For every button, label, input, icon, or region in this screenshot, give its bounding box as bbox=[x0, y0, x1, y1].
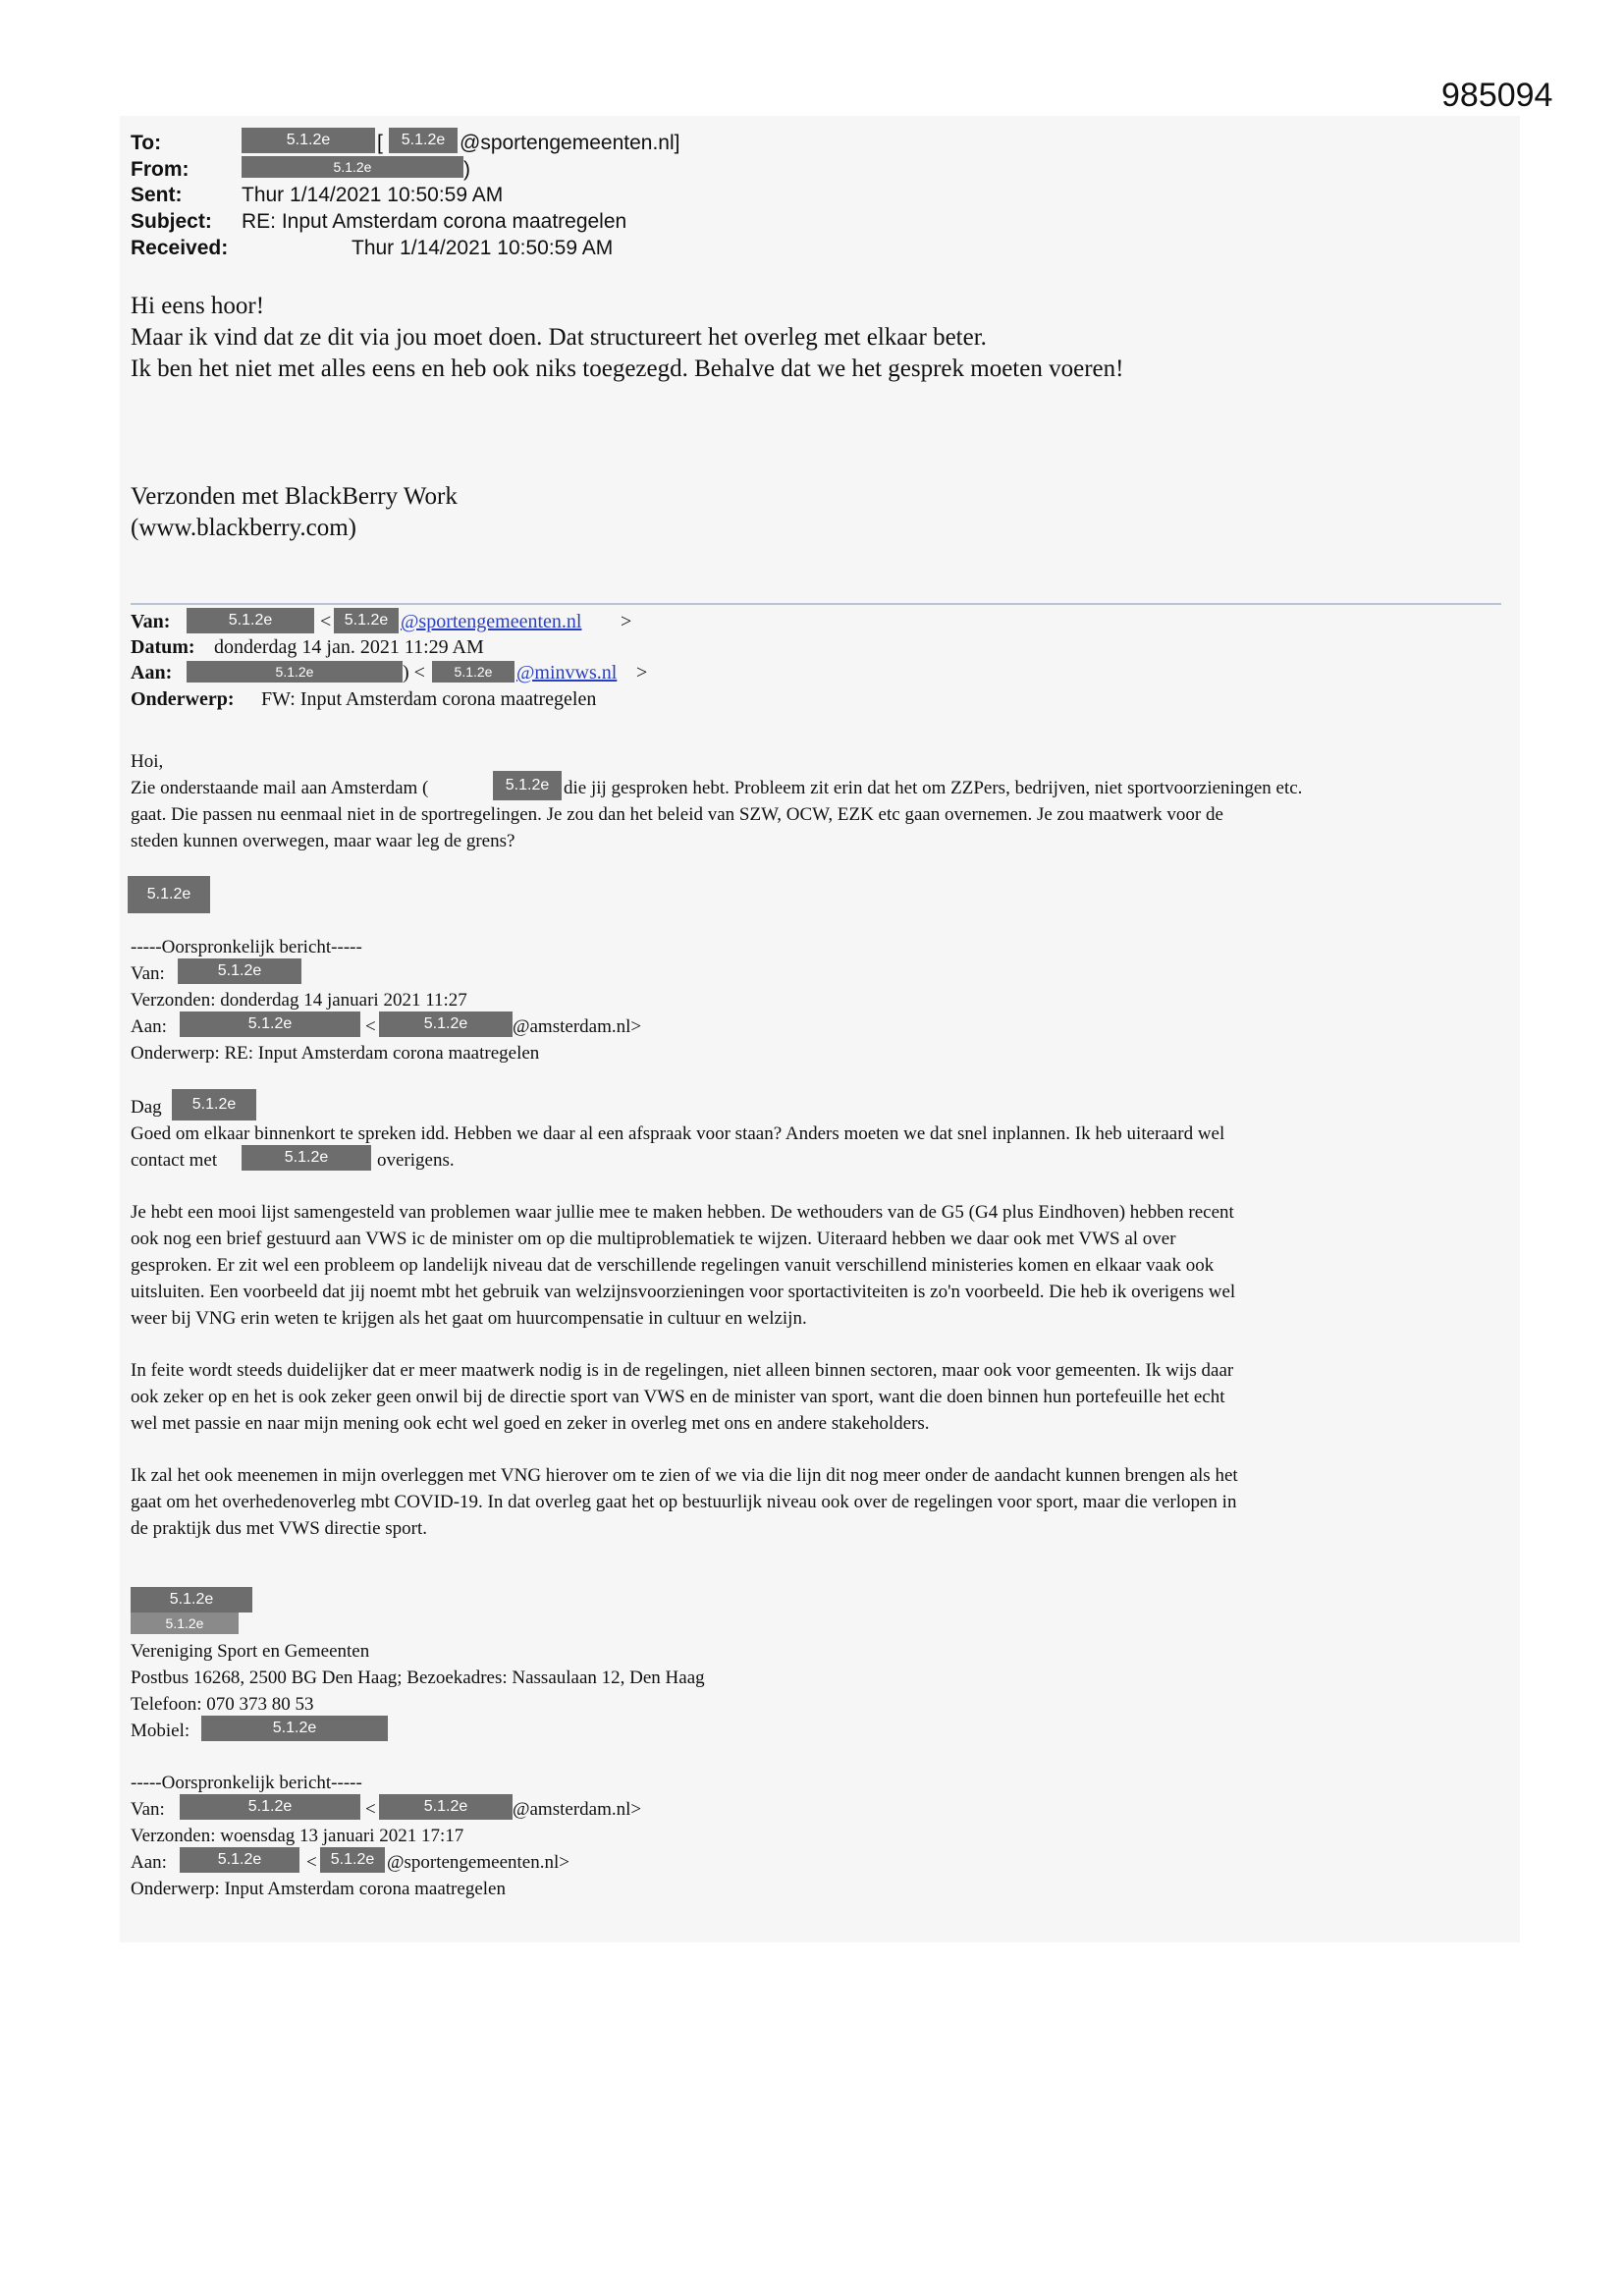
message3-p3-line: In feite wordt steeds duidelijker dat er meer maatwerk nodig is in de regelingen, niet alleen binnen sectoren, maar ook voor gemeenten. Ik wijs daar bbox=[131, 1360, 1234, 1381]
onderwerp-line: Onderwerp: RE: Input Amsterdam corona maatregelen bbox=[131, 1043, 540, 1064]
redaction-box: 5.1.2e bbox=[334, 608, 399, 633]
aan-sep: ) < bbox=[403, 662, 425, 683]
message3-p1-a: Goed om elkaar binnenkort te spreken idd. Hebben we daar al een afspraak voor staan? Anders moeten we dat snel inplannen. Ik heb uiteraard wel bbox=[131, 1123, 1225, 1144]
aan-email-link[interactable]: @minvws.nl bbox=[516, 662, 618, 683]
message3-p4-line: gaat om het overhedenoverleg mbt COVID-19. In dat overleg gaat het op bestuurlijk niveau ook over de regelingen voor sport, maar die verlopen in bbox=[131, 1492, 1237, 1512]
redaction-box: 5.1.2e bbox=[180, 1847, 299, 1873]
aan-gt: > bbox=[636, 662, 648, 683]
van-gt: > bbox=[621, 611, 632, 632]
message3-p2-line: Je hebt een mooi lijst samengesteld van problemen waar jullie mee te maken hebben. De wethouders van de G5 (G4 plus Eindhoven) hebben recent bbox=[131, 1202, 1234, 1223]
received-value: Thur 1/14/2021 10:50:59 AM bbox=[352, 237, 614, 259]
message1-line1: Hi eens hoor! bbox=[131, 293, 265, 319]
verzonden-line: Verzonden: donderdag 14 januari 2021 11:27 bbox=[131, 990, 467, 1011]
message3-p1-b: contact met bbox=[131, 1150, 218, 1171]
org-address: Postbus 16268, 2500 BG Den Haag; Bezoekadres: Nassaulaan 12, Den Haag bbox=[131, 1667, 705, 1688]
sent-value: Thur 1/14/2021 10:50:59 AM bbox=[242, 184, 504, 206]
redaction-box: 5.1.2e bbox=[379, 1011, 513, 1037]
redaction-box: 5.1.2e bbox=[178, 958, 301, 984]
subject-label: Subject: bbox=[131, 210, 212, 233]
onderwerp-line: Onderwerp: Input Amsterdam corona maatregelen bbox=[131, 1879, 506, 1899]
dag-label: Dag bbox=[131, 1097, 162, 1118]
message3-p2-line: weer bij VNG erin weten te krijgen als het gaat om huurcompensatie in cultuur en welzijn. bbox=[131, 1308, 807, 1329]
message3-p2-line: gesproken. Er zit wel een probleem op landelijk niveau dat de verschillende regelingen vanuit verschillend ministeries komen en elkaar vaak ook bbox=[131, 1255, 1215, 1276]
redaction-box: 5.1.2e bbox=[131, 1613, 239, 1634]
message1-line3: Ik ben het niet met alles eens en heb ook niks toegezegd. Behalve dat we het gesprek moeten voeren! bbox=[131, 355, 1124, 382]
onderwerp-label: Onderwerp: bbox=[131, 688, 235, 710]
message3-p1-c: overigens. bbox=[377, 1150, 455, 1171]
onderwerp-value: FW: Input Amsterdam corona maatregelen bbox=[261, 688, 597, 710]
mobiel-label: Mobiel: bbox=[131, 1721, 190, 1741]
message3-p2-line: ook nog een brief gestuurd aan VWS ic de minister om op die multiproblematiek te wijzen. Uiteraard hebben we daar ook met VWS al over bbox=[131, 1229, 1176, 1249]
van-lt: < bbox=[365, 1799, 376, 1820]
aan-label: Aan: bbox=[131, 662, 173, 683]
aan-label: Aan: bbox=[131, 1016, 167, 1037]
message3-p3-line: wel met passie en naar mijn mening ook echt wel goed en zeker in overleg met ons en andere stakeholders. bbox=[131, 1413, 930, 1434]
van-label: Van: bbox=[131, 1799, 165, 1820]
van-email: @amsterdam.nl> bbox=[513, 1799, 642, 1820]
redaction-box: 5.1.2e bbox=[180, 1011, 360, 1037]
redaction-box: 5.1.2e bbox=[180, 1794, 360, 1820]
van-email-link[interactable]: @sportengemeenten.nl bbox=[401, 611, 582, 632]
separator: -----Oorspronkelijk bericht----- bbox=[131, 1773, 362, 1793]
verzonden-line: Verzonden: woensdag 13 januari 2021 17:17 bbox=[131, 1826, 464, 1846]
redaction-box: 5.1.2e bbox=[187, 608, 314, 633]
signature-redaction: 5.1.2e bbox=[128, 876, 210, 913]
aan-email: @sportengemeenten.nl> bbox=[387, 1852, 569, 1873]
van-label: Van: bbox=[131, 963, 165, 984]
redaction-box: 5.1.2e bbox=[187, 661, 403, 683]
from-close: ) bbox=[463, 158, 470, 181]
org-telefoon: Telefoon: 070 373 80 53 bbox=[131, 1694, 314, 1715]
received-label: Received: bbox=[131, 237, 229, 259]
signature-line2: (www.blackberry.com) bbox=[131, 515, 356, 541]
message2-p1-b: die jij gesproken hebt. Probleem zit erin dat het om ZZPers, bedrijven, niet sportvoorzieningen etc. bbox=[564, 778, 1303, 798]
datum-label: Datum: bbox=[131, 636, 195, 658]
aan-lt: < bbox=[306, 1852, 317, 1873]
divider bbox=[131, 603, 1501, 605]
message2-p1-a: Zie onderstaande mail aan Amsterdam ( bbox=[131, 778, 429, 798]
redaction-box: 5.1.2e bbox=[389, 128, 458, 153]
van-lt: < bbox=[320, 611, 332, 632]
datum-value: donderdag 14 jan. 2021 11:29 AM bbox=[214, 636, 484, 658]
redaction-box: 5.1.2e bbox=[432, 661, 514, 683]
message3-p4-line: Ik zal het ook meenemen in mijn overleggen met VNG hierover om te zien of we via die lijn dit nog meer onder de aandacht kunnen brengen als het bbox=[131, 1465, 1238, 1486]
from-label: From: bbox=[131, 158, 189, 181]
subject-value: RE: Input Amsterdam corona maatregelen bbox=[242, 210, 627, 233]
message2-p1-d: steden kunnen overwegen, maar waar leg de grens? bbox=[131, 831, 515, 851]
aan-email: @amsterdam.nl> bbox=[513, 1016, 642, 1037]
aan-label: Aan: bbox=[131, 1852, 167, 1873]
to-bracket: [ bbox=[377, 132, 383, 154]
redaction-box: 5.1.2e bbox=[493, 771, 562, 800]
to-label: To: bbox=[131, 132, 162, 154]
aan-lt: < bbox=[365, 1016, 376, 1037]
redaction-box: 5.1.2e bbox=[172, 1089, 256, 1121]
message3-p4-line: de praktijk dus met VWS directie sport. bbox=[131, 1518, 428, 1539]
redaction-box: 5.1.2e bbox=[320, 1847, 385, 1873]
redaction-box: 5.1.2e bbox=[242, 156, 463, 178]
to-email: @sportengemeenten.nl] bbox=[460, 132, 680, 154]
message2-greeting: Hoi, bbox=[131, 751, 164, 772]
message3-p3-line: ook zeker op en het is ook zeker geen onwil bij de directie sport van VWS en de minister van sport, want die doen binnen hun portefeuille het echt bbox=[131, 1387, 1225, 1407]
message3-p2-line: uitsluiten. Een voorbeeld dat jij noemt mbt het gebruik van welzijnsvoorzieningen voor sportactiviteiten is zo'n voorbeeld. Die heb ik overigens wel bbox=[131, 1282, 1236, 1302]
message2-p1-c: gaat. Die passen nu eenmaal niet in de sportregelingen. Je zou dan het beleid van SZW, OCW, EZK etc gaan overnemen. Je zou maatwerk voor de bbox=[131, 804, 1223, 825]
redaction-box: 5.1.2e bbox=[379, 1794, 513, 1820]
redaction-box: 5.1.2e bbox=[242, 128, 375, 153]
separator: -----Oorspronkelijk bericht----- bbox=[131, 937, 362, 957]
message1-line2: Maar ik vind dat ze dit via jou moet doen. Dat structureert het overleg met elkaar beter. bbox=[131, 324, 987, 351]
signature-line1: Verzonden met BlackBerry Work bbox=[131, 483, 458, 510]
document-number: 985094 bbox=[1441, 77, 1553, 114]
org-name: Vereniging Sport en Gemeenten bbox=[131, 1641, 370, 1662]
redaction-box: 5.1.2e bbox=[242, 1145, 371, 1171]
redaction-box: 5.1.2e bbox=[201, 1716, 388, 1741]
van-label: Van: bbox=[131, 611, 171, 632]
redaction-box: 5.1.2e bbox=[131, 1587, 252, 1613]
sent-label: Sent: bbox=[131, 184, 183, 206]
